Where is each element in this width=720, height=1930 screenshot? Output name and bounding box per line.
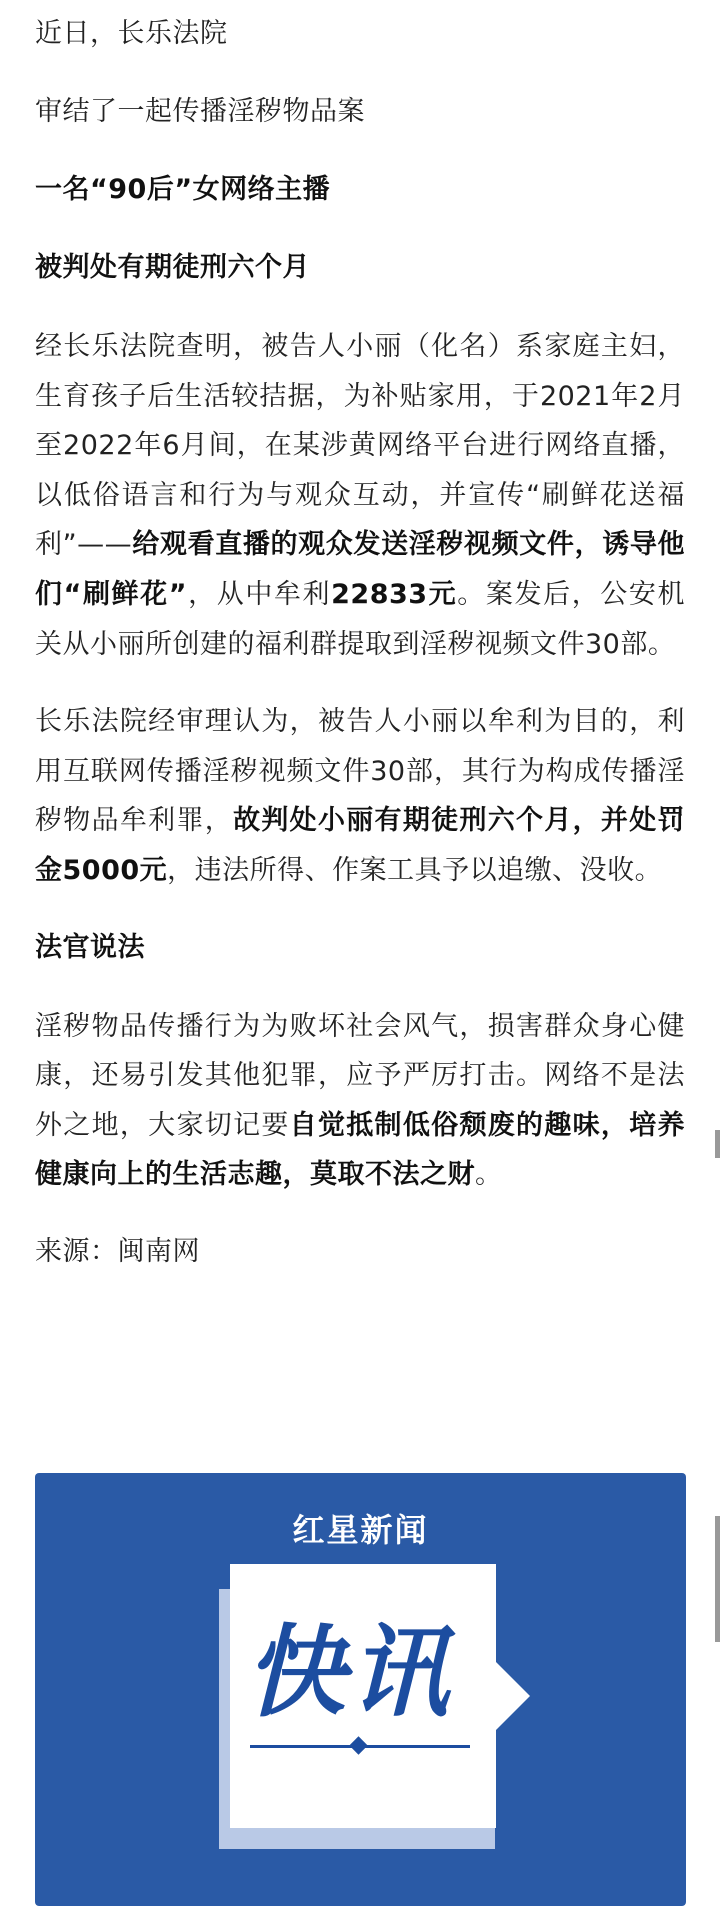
card-arrow-icon xyxy=(496,1662,530,1730)
p2-text-c: ，违法所得、作案工具予以追缴、没收。 xyxy=(167,854,663,886)
p3-bold-advice: 自觉抵制低俗颓废的趣味，培养健康向上的生活志趣，莫取不法之财 xyxy=(35,1109,686,1191)
headline-line-1: 一名“90后”女网络主播 xyxy=(35,174,331,205)
intro-line-2: 审结了一起传播淫秽物品案 xyxy=(35,96,365,127)
paragraph-verdict xyxy=(35,697,685,895)
scroll-indicator-2[interactable] xyxy=(715,1516,720,1642)
p3-text-a: 淫秽物品传播行为为败坏社会风气，损害群众身心健康，还易引发其他犯罪，应予严厉打击。网络不是法外之地，大家切记要 xyxy=(35,1010,685,1141)
headline-line-2: 被判处有期徒刑六个月 xyxy=(35,252,310,283)
p1-text-e: 。案发后，公安机关从小丽所创建的福利群提取到淫秽视频文件30部。 xyxy=(35,578,686,660)
p2-text-a: 长乐法院经审理认为，被告人小丽以牟利为目的，利用互联网传播淫秽视频文件30部，其行为构成传播淫秽物品牟利罪， xyxy=(35,706,685,837)
section-title-judge-comment: 法官说法 xyxy=(35,931,145,963)
news-flash-banner xyxy=(35,1473,686,1906)
scroll-indicator[interactable] xyxy=(715,1130,720,1158)
p3-text-c: 。 xyxy=(475,1159,503,1191)
source-line: 来源：闽南网 xyxy=(35,1235,200,1267)
news-flash-title: 快讯 xyxy=(245,1614,453,1731)
p1-bold-b: 给观看直播的观众发送淫秽视频文件，诱导他们“刷鲜花” xyxy=(35,529,685,610)
brand-logo: 红星新闻 xyxy=(292,1511,429,1549)
paragraph-case-facts xyxy=(35,322,685,669)
p1-text-c: ，从中牟利 xyxy=(187,578,332,610)
p1-text-a: 经长乐法院查明，被告人小丽（化名）系家庭主妇，生育孩子后生活较拮据，为补贴家用，于2021年2月至2022年6月间，在某涉黄网络平台进行网络直播，以低俗语言和行为与观众互动，并宣传“刷鲜花送福利”—— xyxy=(35,331,685,561)
paragraph-judge-comment xyxy=(35,1002,685,1200)
intro-line-1: 近日，长乐法院 xyxy=(35,18,228,49)
p1-bold-amount: 22833元 xyxy=(331,578,458,610)
p2-bold-sentence: 故判处小丽有期徒刑六个月，并处罚金5000元 xyxy=(35,805,686,886)
